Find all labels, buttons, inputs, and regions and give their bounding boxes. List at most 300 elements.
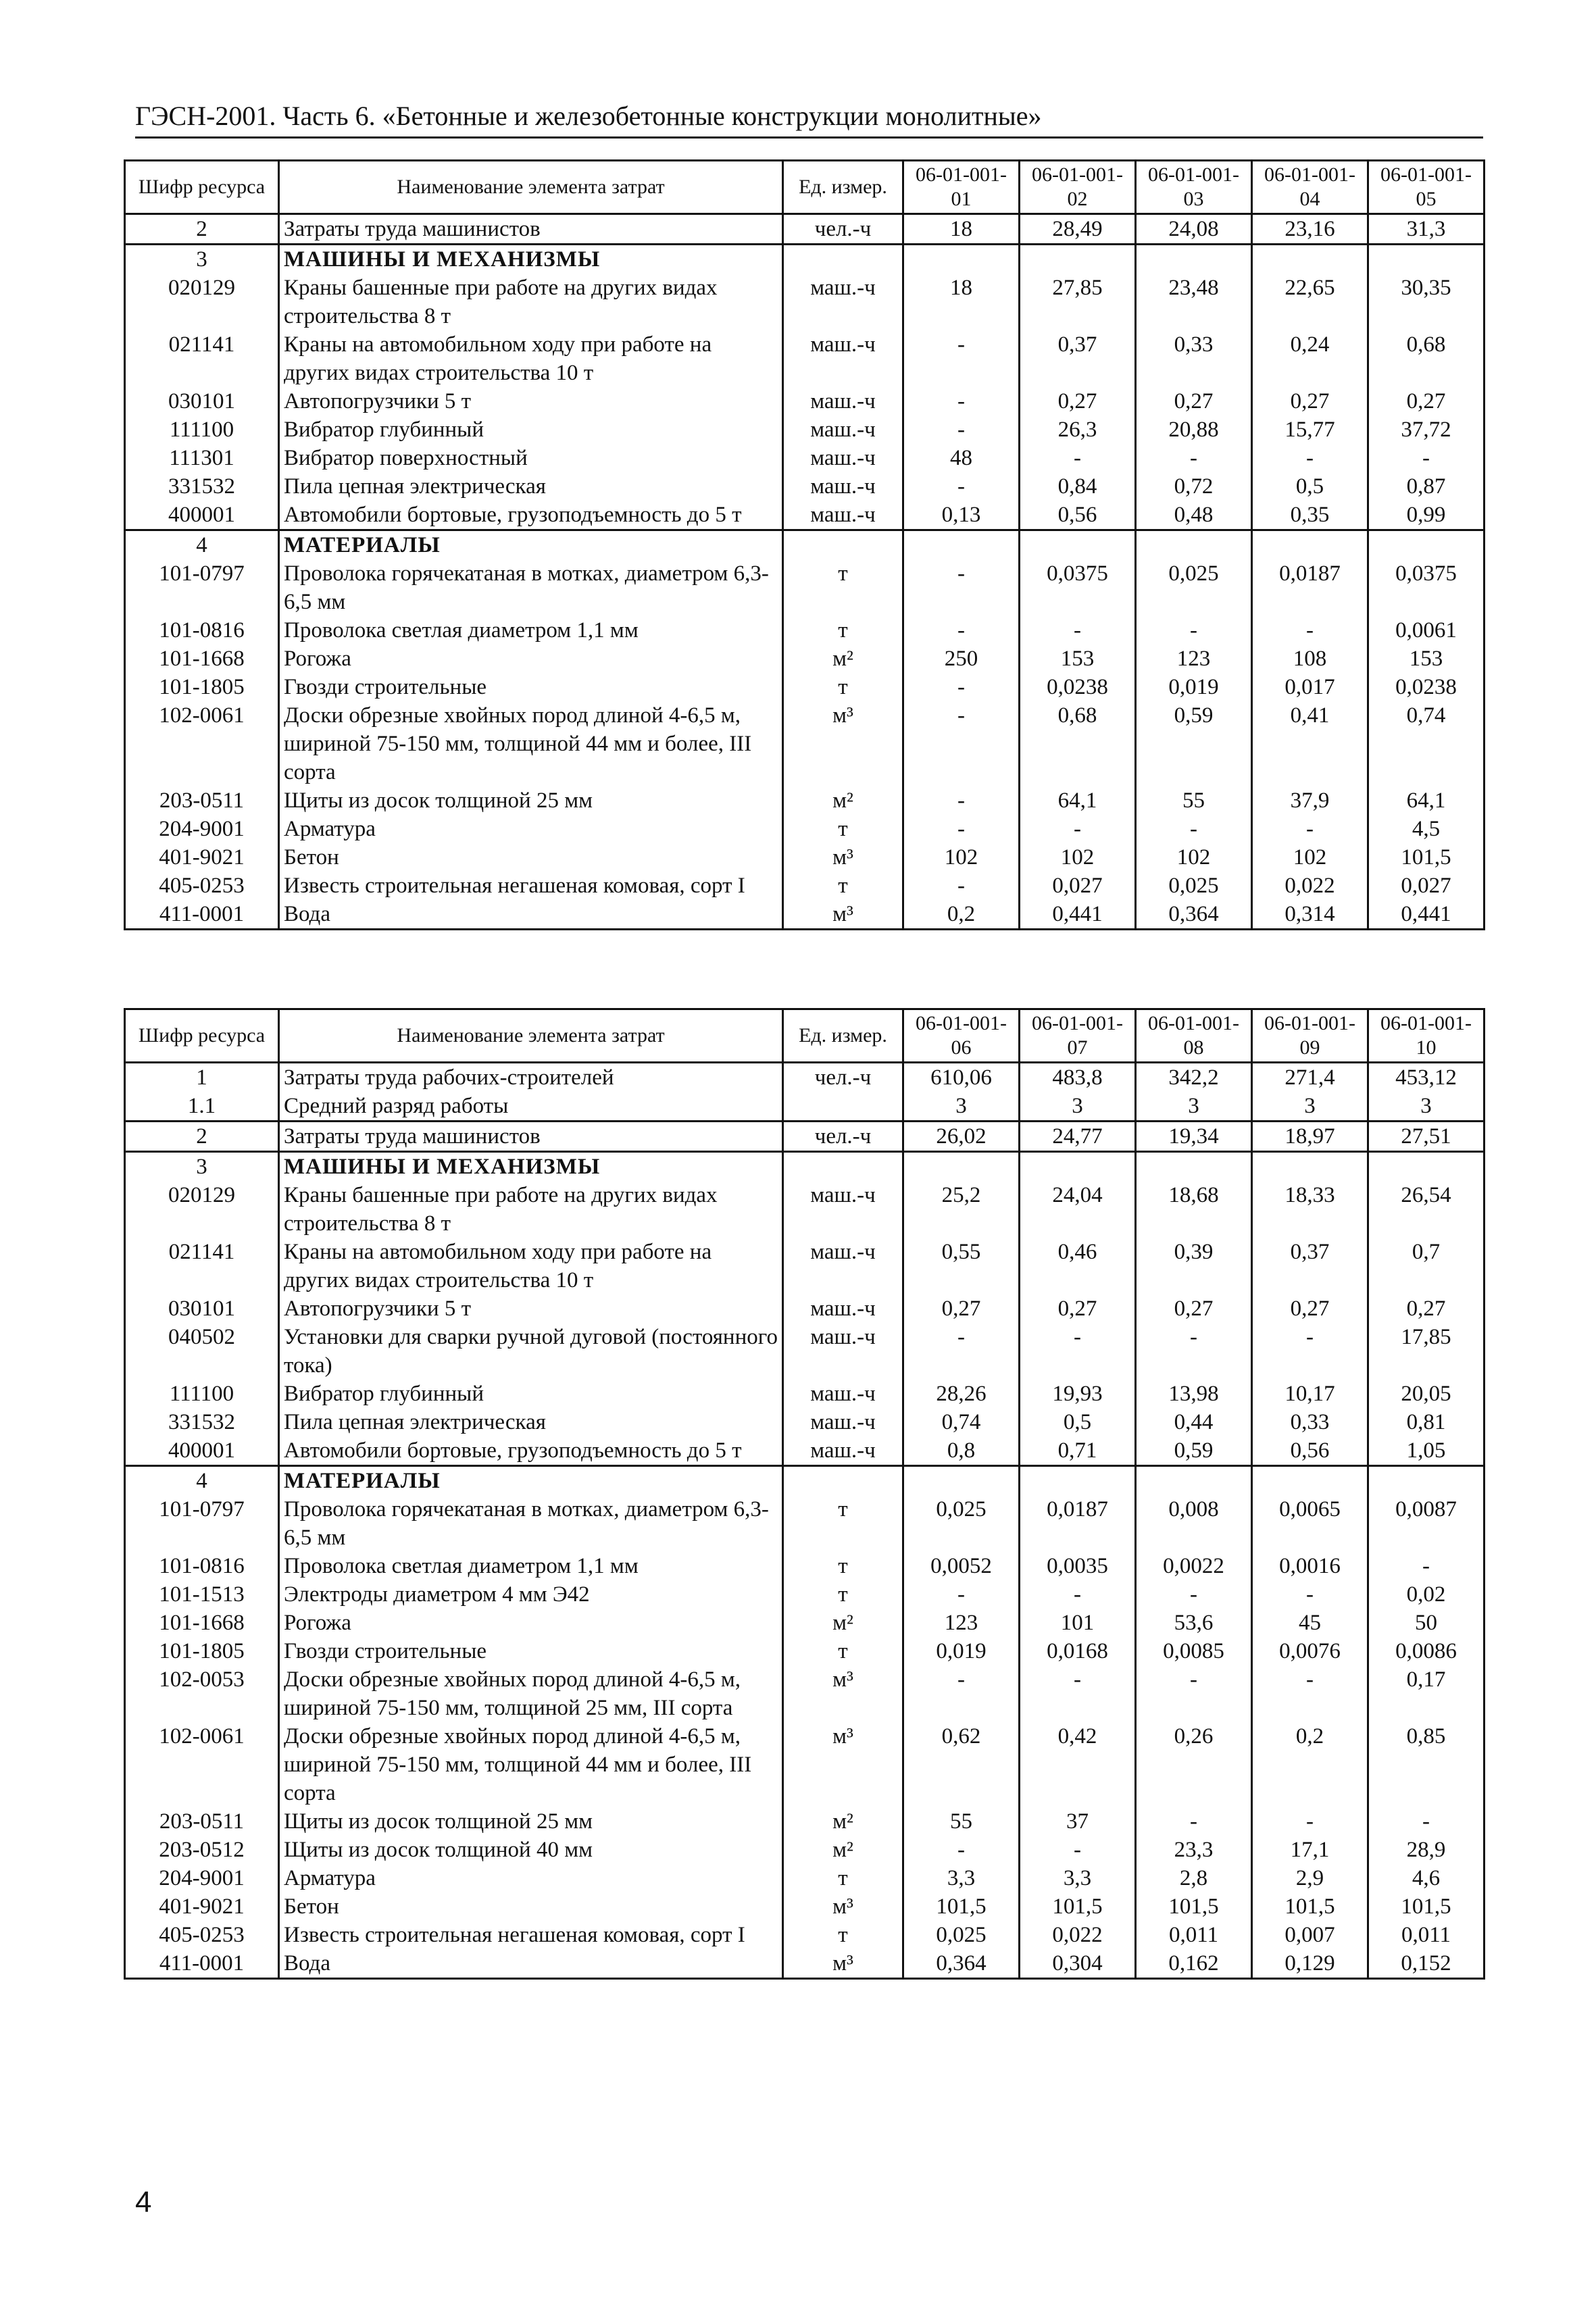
resource-code: 102-0053 xyxy=(125,1665,279,1722)
header-norm-4: 06-01-001-04 xyxy=(1252,161,1368,214)
table-row xyxy=(125,1294,1485,1323)
norm-value xyxy=(903,1466,1020,1496)
norm-value: 0,0035 xyxy=(1020,1552,1136,1580)
resource-unit: т xyxy=(783,1637,903,1665)
resource-unit: т xyxy=(783,673,903,701)
norm-value: 0,33 xyxy=(1252,1408,1368,1436)
norm-value: - xyxy=(1136,616,1252,645)
norm-value: 0,0187 xyxy=(1020,1495,1136,1552)
norm-value: 30,35 xyxy=(1368,274,1485,330)
resource-name: Проволока горячекатаная в мотках, диаметром 6,3-6,5 мм xyxy=(279,559,783,616)
resource-name: Электроды диаметром 4 мм Э42 xyxy=(279,1580,783,1609)
norm-value: 0,39 xyxy=(1136,1238,1252,1294)
section-header-row xyxy=(125,530,1485,560)
norm-value: - xyxy=(903,1323,1020,1380)
table-row xyxy=(125,501,1485,530)
resource-name: Вода xyxy=(279,1949,783,1979)
resource-name: Гвозди строительные xyxy=(279,673,783,701)
norm-value: 4,6 xyxy=(1368,1864,1485,1892)
norm-value xyxy=(1368,1466,1485,1496)
resource-name: Краны башенные при работе на других видах строительства 8 т xyxy=(279,274,783,330)
norm-value: 0,85 xyxy=(1368,1722,1485,1807)
table-row xyxy=(125,1436,1485,1466)
resource-unit: м³ xyxy=(783,1949,903,1979)
norm-value: 0,5 xyxy=(1020,1408,1136,1436)
resource-name: Проволока светлая диаметром 1,1 мм xyxy=(279,1552,783,1580)
resource-unit: маш.-ч xyxy=(783,1408,903,1436)
resource-code: 040502 xyxy=(125,1323,279,1380)
resource-code: 101-0797 xyxy=(125,559,279,616)
resource-code: 101-1668 xyxy=(125,1609,279,1637)
resource-name: Щиты из досок толщиной 25 мм xyxy=(279,1807,783,1836)
norm-value: 0,56 xyxy=(1020,501,1136,530)
resource-unit xyxy=(783,530,903,560)
resource-unit: маш.-ч xyxy=(783,1436,903,1466)
norm-value: 0,27 xyxy=(1368,1294,1485,1323)
norm-value: 50 xyxy=(1368,1609,1485,1637)
norm-value: 0,0238 xyxy=(1020,673,1136,701)
resource-unit: т xyxy=(783,559,903,616)
resource-name: Вибратор глубинный xyxy=(279,1380,783,1408)
table-row xyxy=(125,1609,1485,1637)
table-row xyxy=(125,1408,1485,1436)
norm-value: 0,0168 xyxy=(1020,1637,1136,1665)
table-row xyxy=(125,1892,1485,1921)
resource-code: 101-0816 xyxy=(125,616,279,645)
norm-value: 123 xyxy=(1136,645,1252,673)
norm-value: 0,0065 xyxy=(1252,1495,1368,1552)
norm-value: 0,81 xyxy=(1368,1408,1485,1436)
norm-value: 0,025 xyxy=(1136,872,1252,900)
norm-value: 102 xyxy=(1252,843,1368,872)
section-header-row xyxy=(125,1466,1485,1496)
norm-value: 0,8 xyxy=(903,1436,1020,1466)
norm-value: 153 xyxy=(1020,645,1136,673)
resource-code: 101-1513 xyxy=(125,1580,279,1609)
norm-value: - xyxy=(1020,444,1136,472)
norm-value: 0,364 xyxy=(903,1949,1020,1979)
header-norm-1: 06-01-001-06 xyxy=(903,1009,1020,1063)
norm-value: 17,85 xyxy=(1368,1323,1485,1380)
table-row xyxy=(125,1921,1485,1949)
norm-value: 0,022 xyxy=(1252,872,1368,900)
norm-value: 0,027 xyxy=(1020,872,1136,900)
header-code: Шифр ресурса xyxy=(125,1009,279,1063)
norm-value: 3 xyxy=(1020,1092,1136,1122)
resource-unit: м² xyxy=(783,1807,903,1836)
header-norm-3: 06-01-001-03 xyxy=(1136,161,1252,214)
resource-name: Автопогрузчики 5 т xyxy=(279,387,783,416)
norm-value: 0,025 xyxy=(903,1921,1020,1949)
norm-value: 101 xyxy=(1020,1609,1136,1637)
header-norm-3: 06-01-001-08 xyxy=(1136,1009,1252,1063)
norm-value: 0,025 xyxy=(903,1495,1020,1552)
resource-code: 111100 xyxy=(125,1380,279,1408)
norm-value: 23,3 xyxy=(1136,1836,1252,1864)
norm-value: 0,27 xyxy=(1252,1294,1368,1323)
norm-value: 0,0061 xyxy=(1368,616,1485,645)
norm-value: 0,46 xyxy=(1020,1238,1136,1294)
norm-value: 10,17 xyxy=(1252,1380,1368,1408)
resource-code: 331532 xyxy=(125,472,279,501)
resource-unit: т xyxy=(783,1552,903,1580)
resource-name: Щиты из досок толщиной 40 мм xyxy=(279,1836,783,1864)
norm-value: 0,27 xyxy=(903,1294,1020,1323)
norm-value: - xyxy=(1252,1580,1368,1609)
resource-unit: маш.-ч xyxy=(783,387,903,416)
norm-value: 3,3 xyxy=(1020,1864,1136,1892)
resource-name: Пила цепная электрическая xyxy=(279,1408,783,1436)
norm-value: - xyxy=(903,673,1020,701)
norm-value: 27,85 xyxy=(1020,274,1136,330)
resource-unit: м³ xyxy=(783,1892,903,1921)
resource-unit: чел.-ч xyxy=(783,1122,903,1152)
header-code: Шифр ресурса xyxy=(125,161,279,214)
norm-value: - xyxy=(1020,1665,1136,1722)
resource-code: 101-1805 xyxy=(125,673,279,701)
resource-code: 101-0797 xyxy=(125,1495,279,1552)
norm-value: 55 xyxy=(1136,786,1252,815)
norm-value: 0,019 xyxy=(903,1637,1020,1665)
resource-name: Пила цепная электрическая xyxy=(279,472,783,501)
norm-value: - xyxy=(1136,815,1252,843)
norm-value: 18 xyxy=(903,214,1020,245)
resource-code: 331532 xyxy=(125,1408,279,1436)
norm-value: - xyxy=(1136,1323,1252,1380)
norm-value: 0,35 xyxy=(1252,501,1368,530)
norm-value xyxy=(1252,530,1368,560)
resource-unit: м³ xyxy=(783,900,903,930)
norm-value: 28,9 xyxy=(1368,1836,1485,1864)
norm-value: 55 xyxy=(903,1807,1020,1836)
norm-value: 24,08 xyxy=(1136,214,1252,245)
resource-unit: м³ xyxy=(783,1665,903,1722)
resource-code: 400001 xyxy=(125,501,279,530)
norm-value xyxy=(1368,1152,1485,1182)
table-row xyxy=(125,1063,1485,1092)
norm-value: 13,98 xyxy=(1136,1380,1252,1408)
resource-unit: т xyxy=(783,815,903,843)
table-row xyxy=(125,416,1485,444)
resource-code: 021141 xyxy=(125,330,279,387)
norm-value: 0,162 xyxy=(1136,1949,1252,1979)
table-row xyxy=(125,645,1485,673)
norm-value: 153 xyxy=(1368,645,1485,673)
resource-name: Автопогрузчики 5 т xyxy=(279,1294,783,1323)
table-row xyxy=(125,472,1485,501)
norm-value xyxy=(1136,245,1252,274)
norm-value: 37 xyxy=(1020,1807,1136,1836)
resource-table-1 xyxy=(124,159,1485,930)
norm-value: 18,97 xyxy=(1252,1122,1368,1152)
resource-name: Установки для сварки ручной дуговой (постоянного тока) xyxy=(279,1323,783,1380)
resource-unit: т xyxy=(783,1495,903,1552)
norm-value: 0,007 xyxy=(1252,1921,1368,1949)
table-row xyxy=(125,616,1485,645)
table-row xyxy=(125,1949,1485,1979)
norm-value: 22,65 xyxy=(1252,274,1368,330)
norm-value: 3,3 xyxy=(903,1864,1020,1892)
norm-value: 0,27 xyxy=(1136,387,1252,416)
norm-value: 483,8 xyxy=(1020,1063,1136,1092)
resource-code: 203-0512 xyxy=(125,1836,279,1864)
resource-code: 021141 xyxy=(125,1238,279,1294)
resource-name: Рогожа xyxy=(279,645,783,673)
table-row xyxy=(125,786,1485,815)
resource-unit: м² xyxy=(783,1609,903,1637)
norm-value xyxy=(903,245,1020,274)
norm-value: 1,05 xyxy=(1368,1436,1485,1466)
resource-code: 411-0001 xyxy=(125,900,279,930)
resource-code: 1.1 xyxy=(125,1092,279,1122)
norm-value: 0,2 xyxy=(1252,1722,1368,1807)
norm-value: 28,49 xyxy=(1020,214,1136,245)
resource-code: 4 xyxy=(125,530,279,560)
table-row xyxy=(125,330,1485,387)
header-unit: Ед. измер. xyxy=(783,1009,903,1063)
resource-name: Затраты труда рабочих-строителей xyxy=(279,1063,783,1092)
resource-name: Проволока горячекатаная в мотках, диаметром 6,3-6,5 мм xyxy=(279,1495,783,1552)
resource-code: 401-9021 xyxy=(125,843,279,872)
norm-value: 4,5 xyxy=(1368,815,1485,843)
resource-code: 101-1668 xyxy=(125,645,279,673)
norm-value xyxy=(1136,530,1252,560)
table-row xyxy=(125,214,1485,245)
norm-value xyxy=(1368,530,1485,560)
norm-value: 0,152 xyxy=(1368,1949,1485,1979)
norm-value: - xyxy=(1020,1323,1136,1380)
resource-unit xyxy=(783,245,903,274)
norm-value: 0,027 xyxy=(1368,872,1485,900)
norm-value xyxy=(903,1152,1020,1182)
norm-value xyxy=(1020,245,1136,274)
norm-value: - xyxy=(1136,1580,1252,1609)
norm-value: 0,0238 xyxy=(1368,673,1485,701)
norm-value: 0,87 xyxy=(1368,472,1485,501)
resource-name: Бетон xyxy=(279,843,783,872)
norm-value: 15,77 xyxy=(1252,416,1368,444)
norm-value: 0,55 xyxy=(903,1238,1020,1294)
norm-value: 0,441 xyxy=(1368,900,1485,930)
resource-unit: маш.-ч xyxy=(783,1294,903,1323)
resource-code: 030101 xyxy=(125,387,279,416)
resource-name: Автомобили бортовые, грузоподъемность до 5 т xyxy=(279,501,783,530)
resource-name: Бетон xyxy=(279,1892,783,1921)
norm-value: - xyxy=(1368,444,1485,472)
norm-value: 0,0016 xyxy=(1252,1552,1368,1580)
norm-value: - xyxy=(1368,1552,1485,1580)
norm-value: - xyxy=(903,387,1020,416)
resource-unit: т xyxy=(783,1864,903,1892)
header-norm-4: 06-01-001-09 xyxy=(1252,1009,1368,1063)
table-row xyxy=(125,1181,1485,1238)
norm-value: 0,0022 xyxy=(1136,1552,1252,1580)
resource-unit: маш.-ч xyxy=(783,472,903,501)
table-row xyxy=(125,1238,1485,1294)
norm-value xyxy=(903,530,1020,560)
norm-value: 0,011 xyxy=(1136,1921,1252,1949)
resource-name: МАТЕРИАЛЫ xyxy=(279,1466,783,1496)
resource-code: 2 xyxy=(125,214,279,245)
resource-unit: маш.-ч xyxy=(783,1323,903,1380)
table-row xyxy=(125,1552,1485,1580)
norm-value: 0,0052 xyxy=(903,1552,1020,1580)
resource-name: Известь строительная негашеная комовая, сорт I xyxy=(279,1921,783,1949)
norm-value: 0,441 xyxy=(1020,900,1136,930)
resource-unit: чел.-ч xyxy=(783,214,903,245)
resource-unit: маш.-ч xyxy=(783,501,903,530)
resource-code: 411-0001 xyxy=(125,1949,279,1979)
norm-value: 28,26 xyxy=(903,1380,1020,1408)
norm-value: 25,2 xyxy=(903,1181,1020,1238)
norm-value: 101,5 xyxy=(1252,1892,1368,1921)
norm-value: - xyxy=(903,1580,1020,1609)
norm-value: 0,99 xyxy=(1368,501,1485,530)
resource-name: Краны башенные при работе на других видах строительства 8 т xyxy=(279,1181,783,1238)
norm-value: 0,68 xyxy=(1020,701,1136,786)
table-row xyxy=(125,872,1485,900)
table-row xyxy=(125,559,1485,616)
norm-value: 0,72 xyxy=(1136,472,1252,501)
table-body xyxy=(125,214,1485,930)
norm-value: 24,04 xyxy=(1020,1181,1136,1238)
norm-value: - xyxy=(1252,444,1368,472)
norm-value: 0,019 xyxy=(1136,673,1252,701)
resource-code: 111100 xyxy=(125,416,279,444)
norm-value: 0,41 xyxy=(1252,701,1368,786)
norm-value: 20,88 xyxy=(1136,416,1252,444)
norm-value: 53,6 xyxy=(1136,1609,1252,1637)
norm-value: 0,27 xyxy=(1136,1294,1252,1323)
norm-value: 64,1 xyxy=(1020,786,1136,815)
norm-value: 27,51 xyxy=(1368,1122,1485,1152)
resource-code: 2 xyxy=(125,1122,279,1152)
norm-value: 3 xyxy=(1368,1092,1485,1122)
norm-value: 0,68 xyxy=(1368,330,1485,387)
norm-value: 0,84 xyxy=(1020,472,1136,501)
norm-value: 0,0076 xyxy=(1252,1637,1368,1665)
norm-value: 0,304 xyxy=(1020,1949,1136,1979)
resource-code: 3 xyxy=(125,245,279,274)
norm-value: 0,0375 xyxy=(1020,559,1136,616)
norm-value: - xyxy=(1136,1807,1252,1836)
norm-value: 0,59 xyxy=(1136,1436,1252,1466)
resource-name: Краны на автомобильном ходу при работе на других видах строительства 10 т xyxy=(279,330,783,387)
resource-name: Вибратор глубинный xyxy=(279,416,783,444)
norm-value: 0,022 xyxy=(1020,1921,1136,1949)
norm-value: 0,17 xyxy=(1368,1665,1485,1722)
norm-value xyxy=(1020,1152,1136,1182)
norm-value: 0,56 xyxy=(1252,1436,1368,1466)
resource-code: 204-9001 xyxy=(125,1864,279,1892)
table-header-row xyxy=(125,1009,1485,1063)
resource-table-2 xyxy=(124,1008,1485,1980)
norm-value: 0,017 xyxy=(1252,673,1368,701)
resource-code: 101-1805 xyxy=(125,1637,279,1665)
table-row xyxy=(125,1864,1485,1892)
norm-value: - xyxy=(903,416,1020,444)
norm-value: 610,06 xyxy=(903,1063,1020,1092)
norm-value: 0,27 xyxy=(1368,387,1485,416)
table-body xyxy=(125,1063,1485,1979)
norm-value: 0,2 xyxy=(903,900,1020,930)
norm-value: - xyxy=(903,1836,1020,1864)
resource-unit: т xyxy=(783,872,903,900)
resource-code: 203-0511 xyxy=(125,1807,279,1836)
norm-value: 0,44 xyxy=(1136,1408,1252,1436)
norm-value: 0,74 xyxy=(1368,701,1485,786)
table-row xyxy=(125,1807,1485,1836)
norm-value: 26,3 xyxy=(1020,416,1136,444)
resource-unit xyxy=(783,1152,903,1182)
norm-value: - xyxy=(903,701,1020,786)
resource-unit: маш.-ч xyxy=(783,330,903,387)
resource-unit: чел.-ч xyxy=(783,1063,903,1092)
norm-value: 17,1 xyxy=(1252,1836,1368,1864)
norm-value: 0,37 xyxy=(1020,330,1136,387)
norm-value: 0,26 xyxy=(1136,1722,1252,1807)
norm-value: 24,77 xyxy=(1020,1122,1136,1152)
resource-code: 102-0061 xyxy=(125,1722,279,1807)
resource-unit: маш.-ч xyxy=(783,444,903,472)
norm-value: 0,0087 xyxy=(1368,1495,1485,1552)
norm-value: 101,5 xyxy=(1368,1892,1485,1921)
resource-unit xyxy=(783,1092,903,1122)
table-row xyxy=(125,701,1485,786)
resource-unit: м² xyxy=(783,645,903,673)
resource-code: 030101 xyxy=(125,1294,279,1323)
norm-value: - xyxy=(1020,1580,1136,1609)
norm-value: 0,314 xyxy=(1252,900,1368,930)
resource-unit: м³ xyxy=(783,701,903,786)
table-row xyxy=(125,900,1485,930)
resource-code: 020129 xyxy=(125,274,279,330)
resource-code: 020129 xyxy=(125,1181,279,1238)
resource-unit: м² xyxy=(783,786,903,815)
resource-name: Известь строительная негашеная комовая, сорт I xyxy=(279,872,783,900)
resource-code: 203-0511 xyxy=(125,786,279,815)
resource-name: МАШИНЫ И МЕХАНИЗМЫ xyxy=(279,1152,783,1182)
norm-value xyxy=(1136,1152,1252,1182)
table-row xyxy=(125,1665,1485,1722)
resource-name: Арматура xyxy=(279,815,783,843)
table-row xyxy=(125,1380,1485,1408)
norm-value: 342,2 xyxy=(1136,1063,1252,1092)
norm-value: 0,008 xyxy=(1136,1495,1252,1552)
norm-value: 0,0085 xyxy=(1136,1637,1252,1665)
resource-name: Доски обрезные хвойных пород длиной 4-6,5 м, шириной 75-150 мм, толщиной 44 мм и более, III сорта xyxy=(279,701,783,786)
table-row xyxy=(125,843,1485,872)
resource-unit: т xyxy=(783,616,903,645)
resource-name: Щиты из досок толщиной 25 мм xyxy=(279,786,783,815)
resource-unit: маш.-ч xyxy=(783,1238,903,1294)
norm-value: 0,0086 xyxy=(1368,1637,1485,1665)
norm-value: 250 xyxy=(903,645,1020,673)
header-name: Наименование элемента затрат xyxy=(279,161,783,214)
table-row xyxy=(125,387,1485,416)
norm-value: 0,62 xyxy=(903,1722,1020,1807)
resource-name: Средний разряд работы xyxy=(279,1092,783,1122)
norm-value: 37,72 xyxy=(1368,416,1485,444)
table-row xyxy=(125,1092,1485,1122)
norm-value: - xyxy=(1368,1807,1485,1836)
norm-value: 23,48 xyxy=(1136,274,1252,330)
norm-value: 3 xyxy=(1252,1092,1368,1122)
norm-value: 3 xyxy=(1136,1092,1252,1122)
page-number: 4 xyxy=(135,2186,152,2219)
norm-value: - xyxy=(1252,815,1368,843)
resource-name: Вода xyxy=(279,900,783,930)
